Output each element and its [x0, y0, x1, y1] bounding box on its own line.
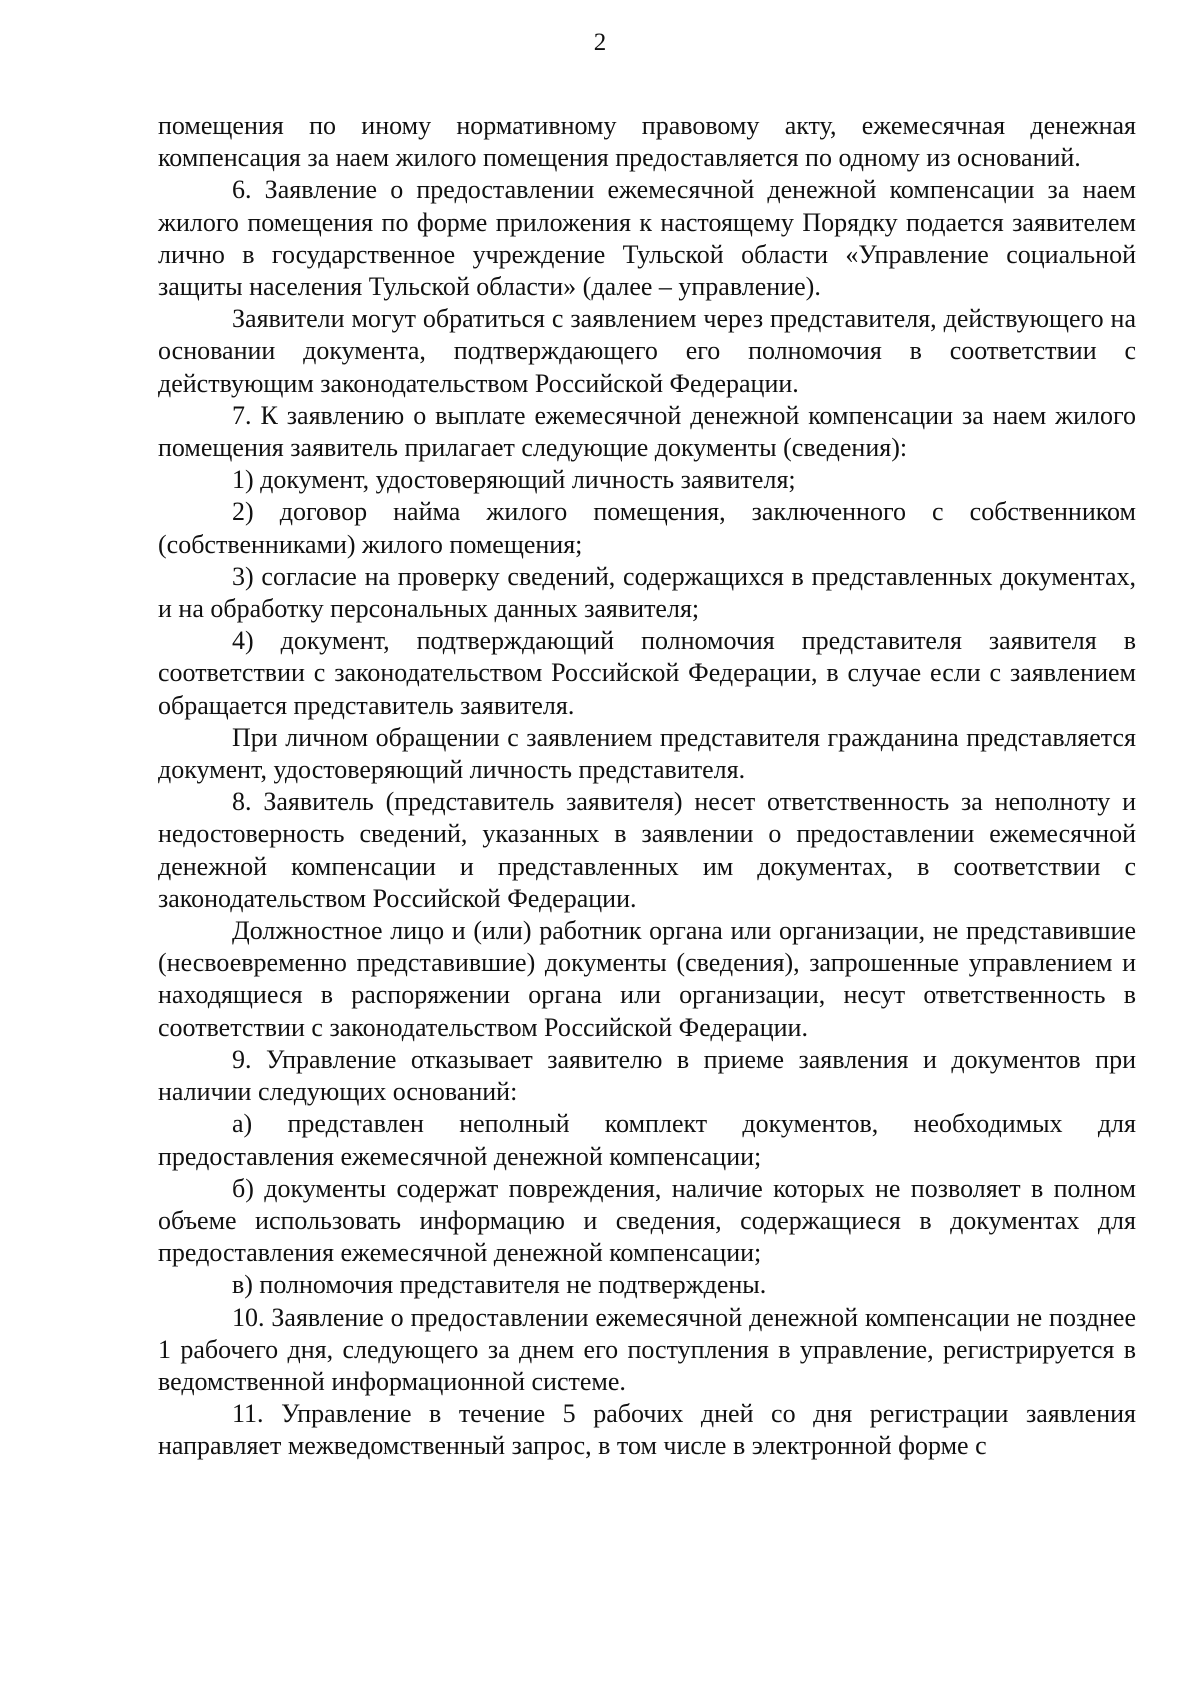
paragraph: а) представлен неполный комплект документов, необходимых для предоставления ежемесячной денежной компенсации; — [158, 1109, 1136, 1171]
paragraph: 2) договор найма жилого помещения, заключенного с собственником (собственниками) жилого помещения; — [158, 497, 1136, 559]
paragraph: При личном обращении с заявлением представителя гражданина представляется документ, удостоверяющий личность представителя. — [158, 722, 1136, 785]
paragraph: 10. Заявление о предоставлении ежемесячной денежной компенсации не позднее 1 рабочего дня, следующего за днем его поступления в управление, регистрируется в ведомственной информационной системе. — [158, 1302, 1136, 1396]
paragraph: Заявители могут обратиться с заявлением через представителя, действующего на основании документа, подтверждающего его полномочия в соответствии с действующим законодательством Российской Федерации. — [158, 304, 1136, 398]
paragraph: помещения по иному нормативному правовому акту, ежемесячная денежная компенсация за наем жилого помещения предоставляется по одному из оснований. — [158, 111, 1136, 173]
paragraph: 3) согласие на проверку сведений, содержащихся в представленных документах, и на обработку персональных данных заявителя; — [158, 561, 1136, 624]
paragraph: 8. Заявитель (представитель заявителя) несет ответственность за неполноту и недостоверность сведений, указанных в заявлении о предоставлении ежемесячной денежной компенсации и представленных им документах, в соответствии с законодательством Российской Федерации. — [158, 787, 1136, 913]
page-number: 2 — [593, 29, 607, 56]
paragraph: в) полномочия представителя не подтверждены. — [232, 1270, 767, 1300]
document-body — [158, 110, 1136, 1463]
paragraph: 7. К заявлению о выплате ежемесячной денежной компенсации за наем жилого помещения заявитель прилагает следующие документы (сведения): — [158, 400, 1136, 463]
paragraph: 4) документ, подтверждающий полномочия представителя заявителя в соответствии с законодательством Российской Федерации, в случае если с заявлением обращается представитель заявителя. — [158, 626, 1136, 720]
paragraph: Должностное лицо и (или) работник органа или организации, не представившие (несвоевременно представившие) документы (сведения), запрошенные управлением и находящиеся в распоряжении органа или организации, несут ответственность в соответствии с законодательством Российской Федерации. — [158, 916, 1136, 1042]
paragraph: 11. Управление в течение 5 рабочих дней со дня регистрации заявления направляет межведомственный запрос, в том числе в электронной форме с — [158, 1399, 1136, 1461]
paragraph: 6. Заявление о предоставлении ежемесячной денежной компенсации за наем жилого помещения по форме приложения к настоящему Порядку подается заявителем лично в государственное учреждение Тульской области «Управление социальной защиты населения Тульской области» (далее – управление). — [158, 175, 1136, 302]
paragraph: 1) документ, удостоверяющий личность заявителя; — [232, 465, 796, 495]
paragraph: б) документы содержат повреждения, наличие которых не позволяет в полном объеме использовать информацию и сведения, содержащиеся в документах для предоставления ежемесячной денежной компенсации; — [158, 1173, 1136, 1268]
paragraph: 9. Управление отказывает заявителю в приеме заявления и документов при наличии следующих оснований: — [158, 1044, 1136, 1107]
